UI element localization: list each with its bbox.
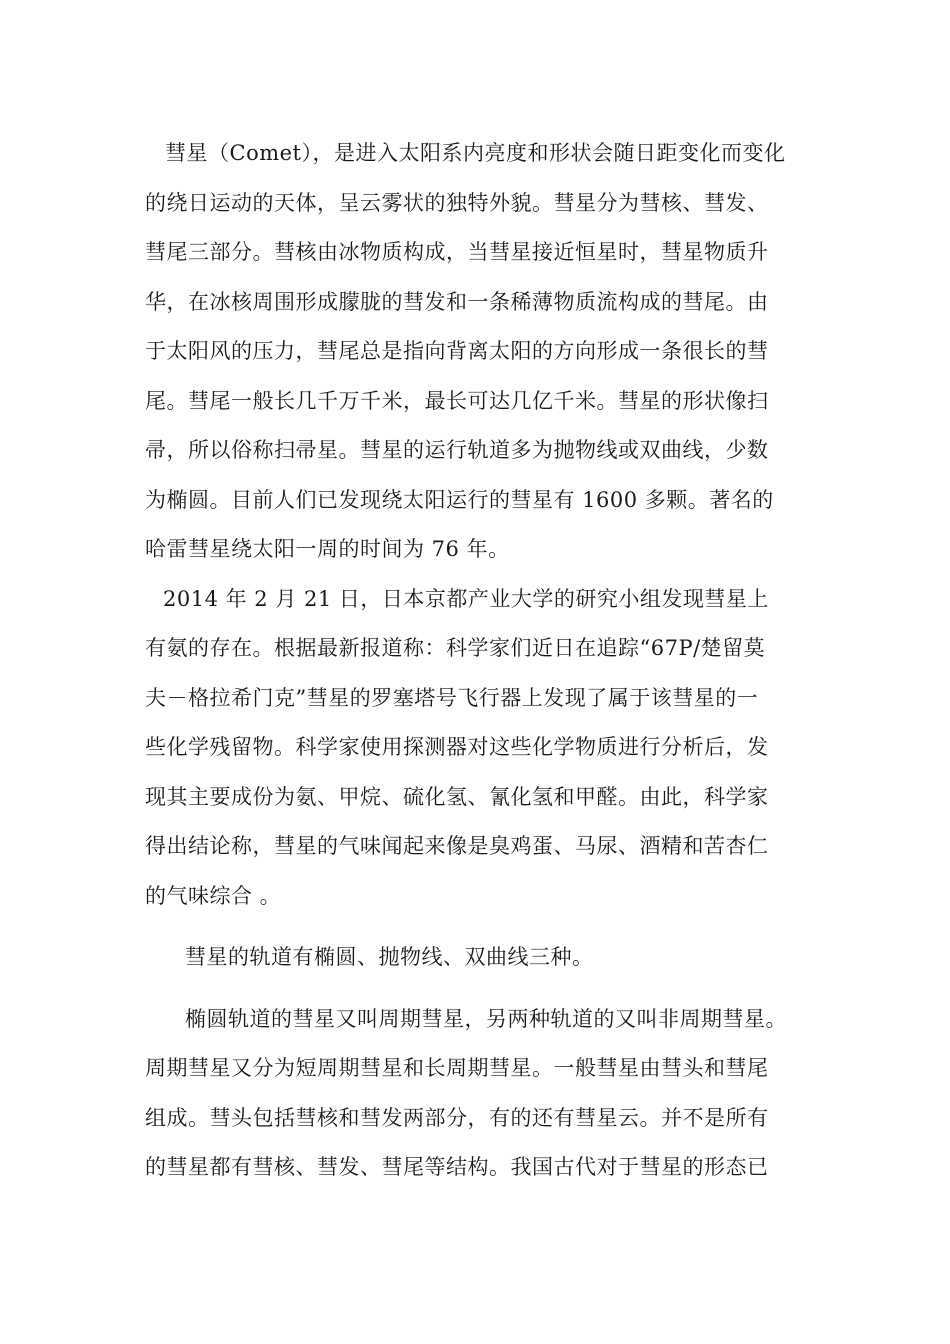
text-line: 夫－格拉希门克”彗星的罗塞塔号飞行器上发现了属于该彗星的一	[145, 685, 759, 710]
paragraph-spacer	[145, 921, 805, 933]
paragraph-periodic-comets	[145, 995, 805, 1193]
text-line: 华，在冰核周围形成朦胧的彗发和一条稀薄物质流构成的彗尾。由	[145, 289, 769, 314]
text-line: 椭圆轨道的彗星又叫周期彗星，另两种轨道的又叫非周期彗星。	[185, 1006, 787, 1031]
text-line: 彗星的轨道有椭圆、抛物线、双曲线三种。	[185, 945, 594, 969]
text-line: 彗星（Comet），是进入太阳系内亮度和形状会随日距变化而变化	[165, 141, 786, 165]
text-line: 尾。彗尾一般长几千万千米，最长可达几亿千米。彗星的形状像扫	[145, 388, 769, 413]
text-line: 帚，所以俗称扫帚星。彗星的运行轨道多为抛物线或双曲线，少数	[145, 438, 769, 462]
text-line: 哈雷彗星绕太阳一周的时间为 76 年。	[145, 537, 510, 561]
text-line: 2014 年 2 月 21 日，日本京都产业大学的研究小组发现彗星上	[163, 586, 769, 611]
paragraph-comet-intro	[145, 129, 805, 575]
text-line: 的彗星都有彗核、彗发、彗尾等结构。我国古代对于彗星的形态已	[145, 1155, 769, 1179]
text-line: 彗尾三部分。彗核由冰物质构成，当彗星接近恒星时，彗星物质升	[145, 240, 769, 264]
document-body	[145, 129, 805, 1193]
paragraph-ammonia-discovery	[145, 575, 805, 922]
text-line: 周期彗星又分为短周期彗星和长周期彗星。一般彗星由彗头和彗尾	[145, 1056, 769, 1080]
text-line: 组成。彗头包括彗核和彗发两部分，有的还有彗星云。并不是所有	[145, 1105, 769, 1130]
text-line: 得出结论称，彗星的气味闻起来像是臭鸡蛋、马尿、酒精和苦杏仁	[145, 834, 769, 858]
paragraph-orbit-types	[145, 933, 805, 983]
text-line: 些化学残留物。科学家使用探测器对这些化学物质进行分析后，发	[145, 735, 769, 759]
text-line: 有氨的存在。根据最新报道称：科学家们近日在追踪“67P/楚留莫	[145, 636, 766, 660]
text-line: 的气味综合 。	[145, 883, 282, 908]
text-line: 为椭圆。目前人们已发现绕太阳运行的彗星有 1600 多颗。著名的	[145, 487, 774, 512]
paragraph-spacer	[145, 983, 805, 995]
text-line: 的绕日运动的天体，呈云雾状的独特外貌。彗星分为彗核、彗发、	[145, 190, 769, 215]
text-line: 现其主要成份为氨、甲烷、硫化氢、氰化氢和甲醛。由此，科学家	[145, 784, 769, 809]
text-line: 于太阳风的压力，彗尾总是指向背离太阳的方向形成一条很长的彗	[145, 339, 769, 363]
